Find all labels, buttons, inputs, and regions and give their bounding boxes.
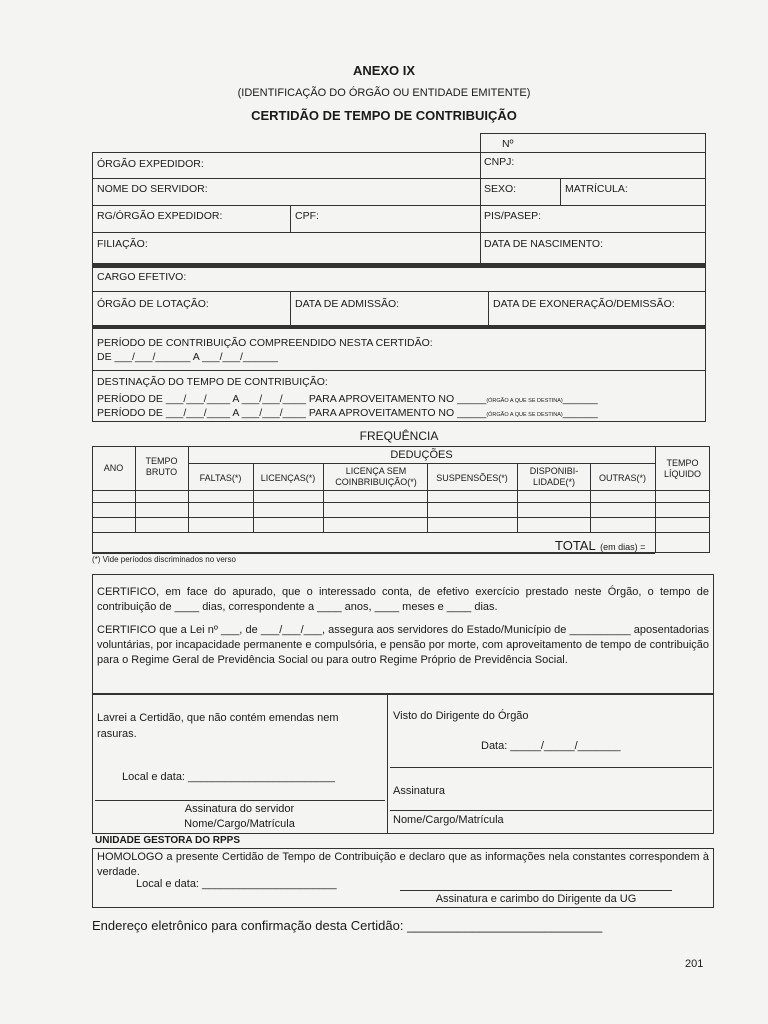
destination-line-2-end: ______ <box>562 407 598 419</box>
destination-line-1-text: PERÍODO DE ___/___/____ A ___/___/____ PARA APROVEITAMENTO NO _____ <box>97 393 487 405</box>
cpf-field[interactable]: CPF: <box>295 210 319 222</box>
number-field[interactable] <box>480 133 706 153</box>
destination-label: DESTINAÇÃO DO TEMPO DE CONTRIBUIÇÃO: <box>97 376 328 388</box>
frequency-footnote: (*) Vide períodos discriminados no verso <box>92 555 236 564</box>
destination-line-1-end: ______ <box>562 393 598 405</box>
data-admissao-field[interactable]: DATA DE ADMISSÃO: <box>295 298 400 310</box>
rpps-title: UNIDADE GESTORA DO RPPS <box>95 835 241 846</box>
period-dates-field[interactable]: DE ___/___/______ A ___/___/______ <box>97 351 279 363</box>
total-unit: (em dias) = <box>600 542 646 552</box>
col-faltas: FALTAS(*) <box>199 473 242 483</box>
orgao-expedidor-field[interactable]: ÓRGÃO EXPEDIDOR: <box>97 158 204 170</box>
page-title: CERTIDÃO DE TEMPO DE CONTRIBUIÇÃO <box>251 108 517 123</box>
pis-field[interactable]: PIS/PASEP: <box>484 210 541 222</box>
orgao-lotacao-field[interactable]: ÓRGÃO DE LOTAÇÃO: <box>97 298 209 310</box>
nome-cargo-left-label: Nome/Cargo/Matrícula <box>184 818 295 830</box>
certify-paragraph-1: CERTIFICO, em face do apurado, que o interessado conta, de efetivo exercício prestado neste Órgão, o tempo de contribuição de ____ dias, correspondente a ____ anos, ____ meses e ____ dias. <box>97 586 709 613</box>
total-label: TOTAL <box>555 538 596 553</box>
destination-line-1-hint: (ÓRGÃO A QUE SE DESTINA) <box>486 398 563 404</box>
col-licenca-sem: LICENÇA SEM COINBRIBUIÇÃO(*) <box>335 466 417 487</box>
cargo-efetivo-field[interactable]: CARGO EFETIVO: <box>97 271 187 283</box>
visto-label: Visto do Dirigente do Órgão <box>393 710 529 722</box>
deductions-header: DEDUÇÕES <box>390 449 453 461</box>
certify-paragraph-2: CERTIFICO que a Lei nº ___, de ___/___/___, assegura aos servidores do Estado/Município de __________ aposentadorias voluntárias, por incapacidade permanente e compulsória, e pensão por morte, com aproveitamento de tempo de contribuição para o Regime Geral de Previdência Social ou para outro Regime Próprio de Previdência Social. <box>97 624 709 666</box>
annex-label: ANEXO IX <box>352 63 416 78</box>
frequency-title: FREQUÊNCIA <box>359 429 439 443</box>
assinatura-servidor-label: Assinatura do servidor <box>184 803 295 815</box>
filiacao-field[interactable]: FILIAÇÃO: <box>97 238 148 250</box>
nome-servidor-field[interactable]: NOME DO SERVIDOR: <box>97 183 208 195</box>
data-nascimento-field[interactable]: DATA DE NASCIMENTO: <box>484 238 604 250</box>
page-number: 201 <box>685 958 704 970</box>
lavrei-text: Lavrei a Certidão, que não contém emendas nem rasuras. <box>97 712 339 740</box>
sexo-field[interactable]: SEXO: <box>484 183 517 195</box>
rpps-local-data-field[interactable]: Local e data: ______________________ <box>136 878 337 890</box>
number-label: Nº <box>502 138 514 150</box>
col-tempo-liquido: TEMPO LÍQUIDO <box>663 458 701 479</box>
nome-cargo-right-label: Nome/Cargo/Matrícula <box>393 814 504 826</box>
address-field[interactable]: Endereço eletrônico para confirmação desta Certidão: ___________________________ <box>92 918 603 933</box>
col-licencas: LICENÇAS(*) <box>260 473 316 483</box>
matricula-field[interactable]: MATRÍCULA: <box>565 183 628 195</box>
period-label: PERÍODO DE CONTRIBUIÇÃO COMPREENDIDO NESTA CERTIDÃO: <box>97 337 433 349</box>
issuer-label: (IDENTIFICAÇÃO DO ÓRGÃO OU ENTIDADE EMITENTE) <box>237 87 531 99</box>
assinatura-label: Assinatura <box>393 785 445 797</box>
col-tempo-bruto: TEMPO BRUTO <box>145 456 178 477</box>
visto-data-field[interactable]: Data: _____/_____/_______ <box>481 740 621 752</box>
destination-line-2-hint: (ÓRGÃO A QUE SE DESTINA) <box>486 412 563 418</box>
destination-line-2[interactable] <box>97 403 598 421</box>
rpps-text: HOMOLOGO a presente Certidão de Tempo de Contribuição e declaro que as informações nela constantes correspondem à verdade. <box>97 851 709 878</box>
col-ano: ANO <box>103 463 124 473</box>
rg-field[interactable]: RG/ÓRGÃO EXPEDIDOR: <box>97 210 223 222</box>
col-disponibilidade: DISPONIBI-LIDADE(*) <box>529 466 579 487</box>
col-suspensoes: SUSPENSÕES(*) <box>436 473 508 483</box>
rpps-sign-label: Assinatura e carimbo do Dirigente da UG <box>435 893 637 905</box>
col-outras: OUTRAS(*) <box>599 473 646 483</box>
local-data-field[interactable]: Local e data: ________________________ <box>122 771 335 783</box>
destination-line-2-text: PERÍODO DE ___/___/____ A ___/___/____ PARA APROVEITAMENTO NO _____ <box>97 407 487 419</box>
data-exoneracao-field[interactable]: DATA DE EXONERAÇÃO/DEMISSÃO: <box>493 298 675 310</box>
cnpj-field[interactable]: CNPJ: <box>484 156 515 168</box>
